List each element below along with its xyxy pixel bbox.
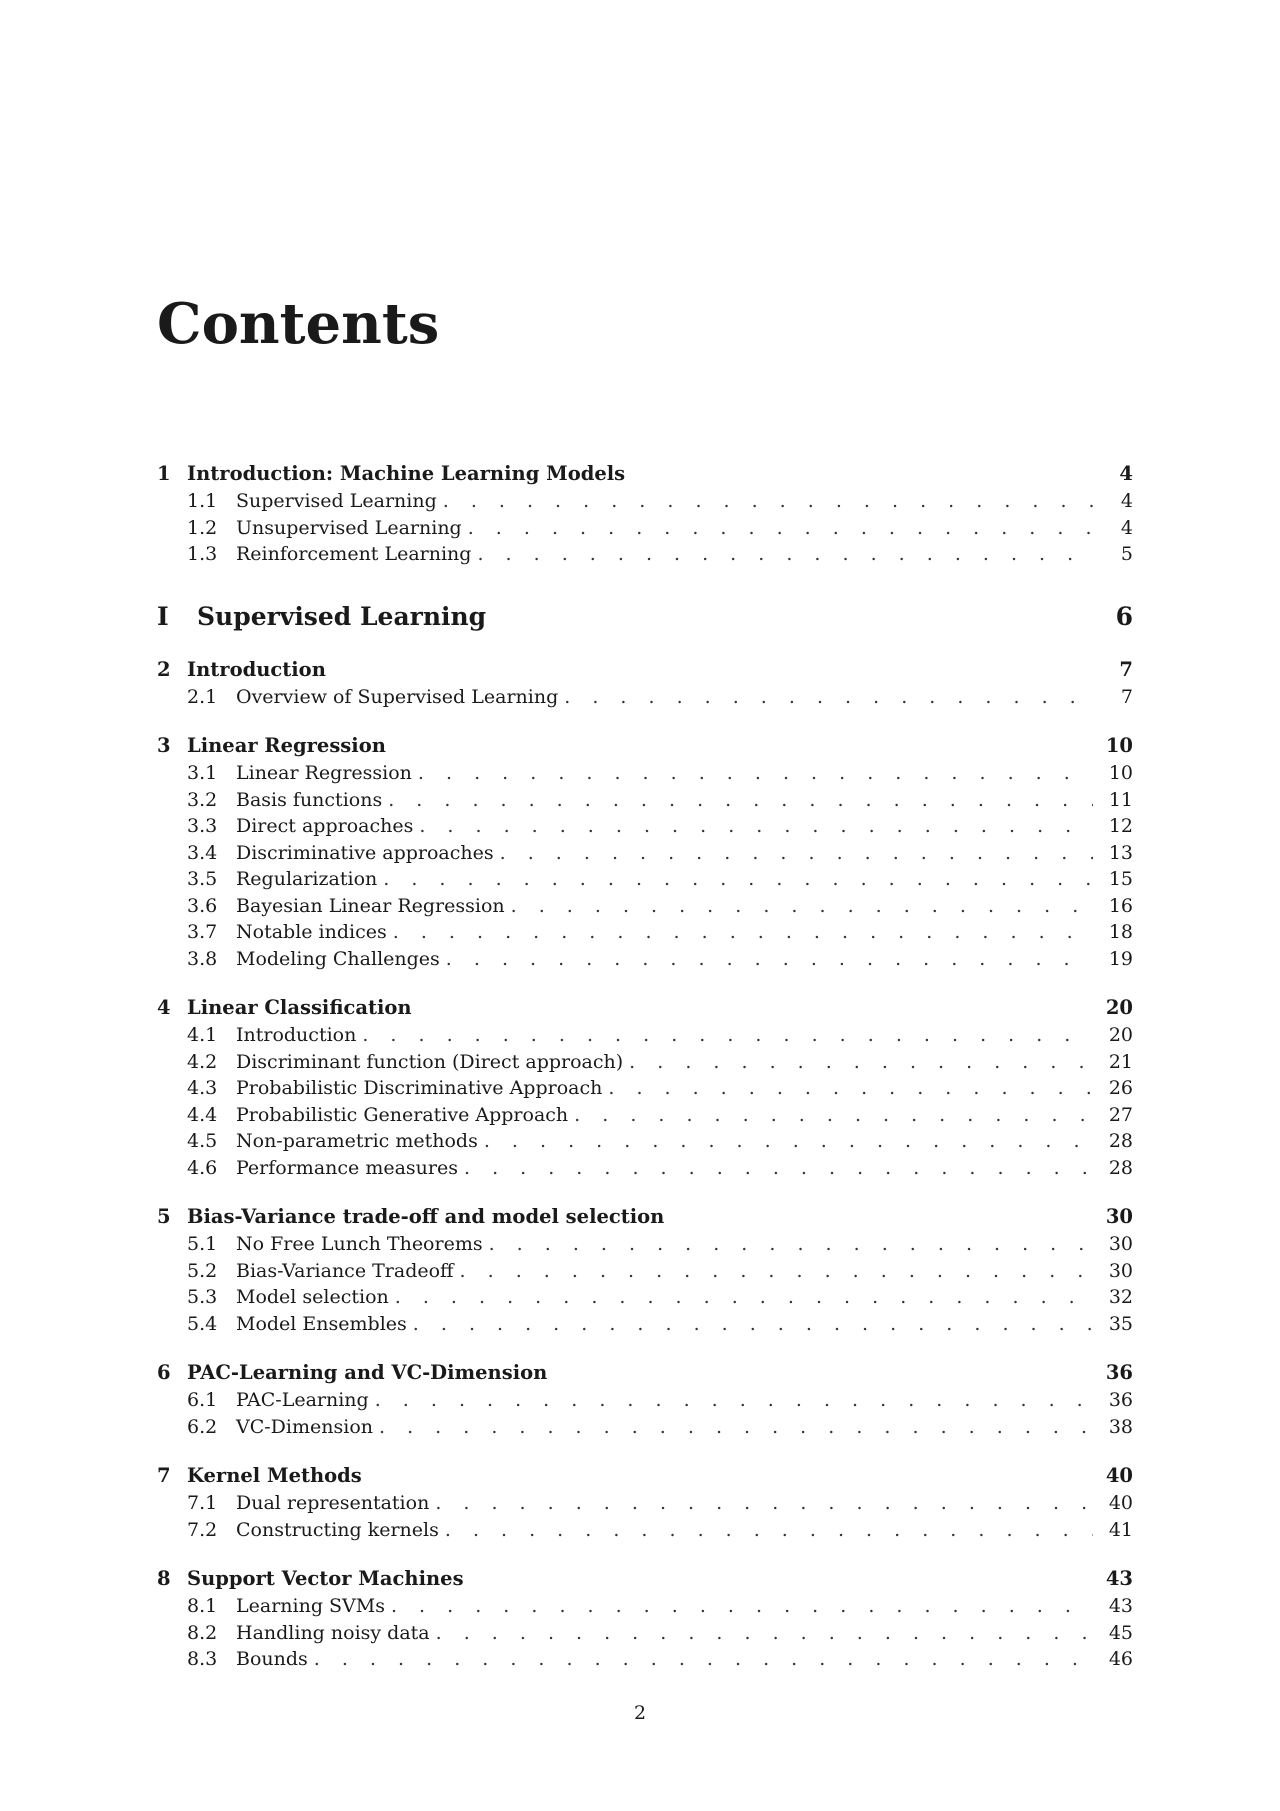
chapter-title: Introduction: Machine Learning Models	[187, 462, 626, 485]
section-number: 3.3	[187, 815, 218, 837]
dot-leader	[484, 1130, 1093, 1152]
toc-section[interactable]	[157, 789, 1133, 816]
dot-leader	[395, 1286, 1093, 1308]
toc-section[interactable]	[157, 1519, 1133, 1546]
section-title: Probabilistic Discriminative Approach	[236, 1077, 603, 1099]
section-title: Constructing kernels	[236, 1518, 439, 1541]
dot-leader	[436, 1622, 1093, 1644]
toc-section[interactable]	[157, 1648, 1133, 1675]
section-page: 26	[1108, 1077, 1133, 1099]
dot-leader	[629, 1051, 1093, 1073]
section-number: 5.3	[187, 1286, 218, 1308]
section-page: 15	[1108, 868, 1133, 890]
section-title: PAC-Learning	[236, 1389, 369, 1411]
chapter-page: 20	[1105, 996, 1133, 1019]
section-page: 27	[1108, 1103, 1133, 1126]
section-number: 1.1	[187, 490, 218, 512]
dot-leader	[383, 868, 1093, 890]
section-title: Bias-Variance Tradeoff	[236, 1259, 454, 1282]
toc-chapter	[157, 462, 1133, 570]
dot-leader	[489, 1233, 1093, 1255]
chapter-page: 10	[1105, 734, 1133, 757]
section-title: Direct approaches	[236, 815, 414, 837]
toc-chapter	[157, 734, 1133, 974]
section-number: 7.2	[187, 1518, 218, 1541]
section-title: Unsupervised Learning	[236, 516, 462, 539]
section-number: 6.1	[187, 1389, 218, 1411]
section-number: 1.3	[187, 543, 218, 565]
chapter-number: 6	[157, 1361, 171, 1384]
toc-section[interactable]	[157, 1233, 1133, 1260]
section-title: Regularization	[236, 868, 378, 890]
section-number: 4.5	[187, 1130, 218, 1152]
table-of-contents	[157, 462, 1133, 1697]
toc-section[interactable]	[157, 921, 1133, 948]
toc-section[interactable]	[157, 1416, 1133, 1443]
dot-leader	[608, 1077, 1093, 1099]
toc-chapter	[157, 1205, 1133, 1339]
toc-section[interactable]	[157, 1104, 1133, 1131]
section-page: 41	[1108, 1518, 1133, 1541]
section-page: 16	[1108, 894, 1133, 917]
section-page: 30	[1108, 1259, 1133, 1282]
dot-leader	[388, 789, 1093, 811]
section-title: Modeling Challenges	[236, 947, 440, 970]
section-page: 11	[1108, 788, 1133, 811]
section-title: Probabilistic Generative Approach	[236, 1103, 569, 1126]
section-number: 5.2	[187, 1259, 218, 1282]
section-number: 3.6	[187, 894, 218, 917]
section-page: 12	[1108, 815, 1133, 837]
section-title: Basis functions	[236, 788, 383, 811]
section-number: 2.1	[187, 685, 218, 708]
section-number: 3.4	[187, 841, 218, 864]
toc-section[interactable]	[157, 948, 1133, 975]
dot-leader	[446, 948, 1093, 970]
dot-leader	[443, 490, 1093, 512]
section-page: 28	[1108, 1156, 1133, 1179]
toc-chapter	[157, 996, 1133, 1183]
toc-section[interactable]	[157, 1622, 1133, 1649]
chapter-number: 3	[157, 734, 171, 757]
section-number: 4.1	[187, 1024, 218, 1046]
chapter-list	[157, 658, 1133, 1675]
toc-section[interactable]	[157, 842, 1133, 869]
toc-section[interactable]	[157, 517, 1133, 544]
section-page: 21	[1108, 1050, 1133, 1073]
toc-section[interactable]	[157, 686, 1133, 713]
toc-section[interactable]	[157, 1260, 1133, 1287]
section-title: Reinforcement Learning	[236, 543, 472, 565]
chapter-heading[interactable]	[157, 1205, 1133, 1233]
section-number: 8.2	[187, 1621, 218, 1644]
section-page: 45	[1108, 1621, 1133, 1644]
chapter-page: 30	[1105, 1205, 1133, 1228]
toc-section[interactable]	[157, 1595, 1133, 1622]
chapter-number: 1	[157, 462, 171, 485]
chapter-heading[interactable]	[157, 1567, 1133, 1595]
part-title: Supervised Learning	[197, 601, 487, 631]
section-page: 30	[1108, 1233, 1133, 1255]
section-title: Model selection	[236, 1286, 389, 1308]
toc-chapter	[157, 1464, 1133, 1545]
dot-leader	[511, 895, 1093, 917]
section-title: VC-Dimension	[236, 1415, 373, 1438]
dot-leader	[391, 1595, 1093, 1617]
section-number: 3.1	[187, 762, 218, 784]
chapter-page: 43	[1105, 1567, 1133, 1590]
chapter-heading[interactable]	[157, 658, 1133, 686]
chapter-number: 5	[157, 1205, 171, 1228]
dot-leader	[435, 1492, 1093, 1514]
section-page: 20	[1108, 1024, 1133, 1046]
dot-leader	[500, 842, 1093, 864]
section-title: Handling noisy data	[236, 1621, 430, 1644]
section-title: Overview of Supervised Learning	[236, 685, 559, 708]
section-title: Dual representation	[236, 1492, 430, 1514]
dot-leader	[413, 1313, 1093, 1335]
chapter-heading[interactable]	[157, 1464, 1133, 1492]
chapter-heading[interactable]	[157, 734, 1133, 762]
section-title: Supervised Learning	[236, 490, 437, 512]
chapter-page: 7	[1119, 657, 1133, 681]
toc-section[interactable]	[157, 762, 1133, 789]
section-page: 5	[1120, 543, 1133, 565]
section-title: Discriminative approaches	[236, 841, 494, 864]
toc-chapter	[157, 1361, 1133, 1442]
dot-leader	[362, 1024, 1093, 1046]
toc-section[interactable]	[157, 1286, 1133, 1313]
chapter-heading[interactable]	[157, 996, 1133, 1024]
section-title: Introduction	[236, 1024, 357, 1046]
dot-leader	[379, 1416, 1093, 1438]
dot-leader	[445, 1519, 1093, 1541]
section-page: 4	[1120, 490, 1133, 512]
toc-section[interactable]	[157, 1389, 1133, 1416]
section-title: Learning SVMs	[236, 1595, 385, 1617]
section-page: 36	[1108, 1389, 1133, 1411]
toc-section[interactable]	[157, 1077, 1133, 1104]
section-number: 1.2	[187, 516, 218, 539]
section-page: 38	[1108, 1415, 1133, 1438]
chapter-title: Bias-Variance trade-off and model selection	[187, 1205, 665, 1228]
chapter-number: 7	[157, 1464, 171, 1487]
chapter-heading[interactable]	[157, 1361, 1133, 1389]
toc-section[interactable]	[157, 1130, 1133, 1157]
section-title: Discriminant function (Direct approach)	[236, 1050, 624, 1073]
section-page: 40	[1108, 1492, 1133, 1514]
toc-section[interactable]	[157, 895, 1133, 922]
section-number: 6.2	[187, 1415, 218, 1438]
toc-section[interactable]	[157, 1051, 1133, 1078]
part-page: 6	[1115, 601, 1133, 631]
toc-section[interactable]	[157, 868, 1133, 895]
section-title: Notable indices	[236, 921, 387, 943]
dot-leader	[464, 1157, 1093, 1179]
chapter-page: 36	[1105, 1361, 1133, 1384]
section-page: 28	[1108, 1130, 1133, 1152]
section-number: 3.7	[187, 921, 218, 943]
section-number: 7.1	[187, 1492, 218, 1514]
toc-section[interactable]	[157, 1313, 1133, 1340]
dot-leader	[419, 815, 1093, 837]
dot-leader	[314, 1648, 1093, 1670]
chapter-title: PAC-Learning and VC-Dimension	[187, 1361, 548, 1384]
section-page: 10	[1108, 762, 1133, 784]
section-title: Bayesian Linear Regression	[236, 894, 505, 917]
section-page: 32	[1108, 1286, 1133, 1308]
section-number: 4.4	[187, 1103, 218, 1126]
section-page: 13	[1108, 841, 1133, 864]
chapter-title: Linear Regression	[187, 734, 386, 757]
dot-leader	[460, 1260, 1093, 1282]
toc-section[interactable]	[157, 1157, 1133, 1184]
chapter-title: Linear Classification	[187, 996, 412, 1019]
chapter-number: 8	[157, 1567, 171, 1590]
dot-leader	[564, 686, 1093, 708]
dot-leader	[574, 1104, 1093, 1126]
toc-chapter	[157, 1567, 1133, 1675]
toc-section[interactable]	[157, 1024, 1133, 1051]
toc-chapter	[157, 658, 1133, 713]
section-number: 4.2	[187, 1050, 218, 1073]
toc-section[interactable]	[157, 1492, 1133, 1519]
toc-section[interactable]	[157, 490, 1133, 517]
dot-leader	[477, 543, 1093, 565]
section-title: Bounds	[236, 1648, 308, 1670]
section-title: Non-parametric methods	[236, 1130, 478, 1152]
part-number: I	[157, 601, 169, 631]
section-page: 4	[1120, 516, 1133, 539]
section-number: 3.8	[187, 947, 218, 970]
dot-leader	[468, 517, 1093, 539]
section-title: No Free Lunch Theorems	[236, 1233, 483, 1255]
chapter-title: Support Vector Machines	[187, 1567, 464, 1590]
toc-section[interactable]	[157, 543, 1133, 570]
section-page: 7	[1120, 685, 1133, 708]
section-page: 35	[1108, 1312, 1133, 1335]
section-number: 8.3	[187, 1648, 218, 1670]
toc-section[interactable]	[157, 815, 1133, 842]
section-title: Model Ensembles	[236, 1312, 407, 1335]
page-number: 2	[633, 1702, 647, 1724]
dot-leader	[393, 921, 1093, 943]
section-title: Linear Regression	[236, 762, 412, 784]
section-number: 4.3	[187, 1077, 218, 1099]
section-title: Performance measures	[236, 1156, 458, 1179]
dot-leader	[418, 762, 1093, 784]
chapter-title: Introduction	[187, 657, 326, 681]
chapter-page: 40	[1105, 1464, 1133, 1487]
chapter-number: 4	[157, 996, 171, 1019]
section-page: 43	[1108, 1595, 1133, 1617]
chapter-number: 2	[157, 657, 171, 681]
section-number: 3.5	[187, 868, 218, 890]
section-page: 18	[1108, 921, 1133, 943]
chapter-heading[interactable]	[157, 462, 1133, 490]
section-number: 3.2	[187, 788, 218, 811]
section-number: 5.1	[187, 1233, 218, 1255]
section-number: 8.1	[187, 1595, 218, 1617]
chapter-title: Kernel Methods	[187, 1464, 362, 1487]
dot-leader	[375, 1389, 1093, 1411]
chapter-page: 4	[1119, 462, 1133, 485]
section-page: 19	[1108, 947, 1133, 970]
toc-part-heading[interactable]	[157, 602, 1133, 636]
section-page: 46	[1108, 1648, 1133, 1670]
page-title: Contents	[157, 291, 440, 357]
section-number: 4.6	[187, 1156, 218, 1179]
section-number: 5.4	[187, 1312, 218, 1335]
